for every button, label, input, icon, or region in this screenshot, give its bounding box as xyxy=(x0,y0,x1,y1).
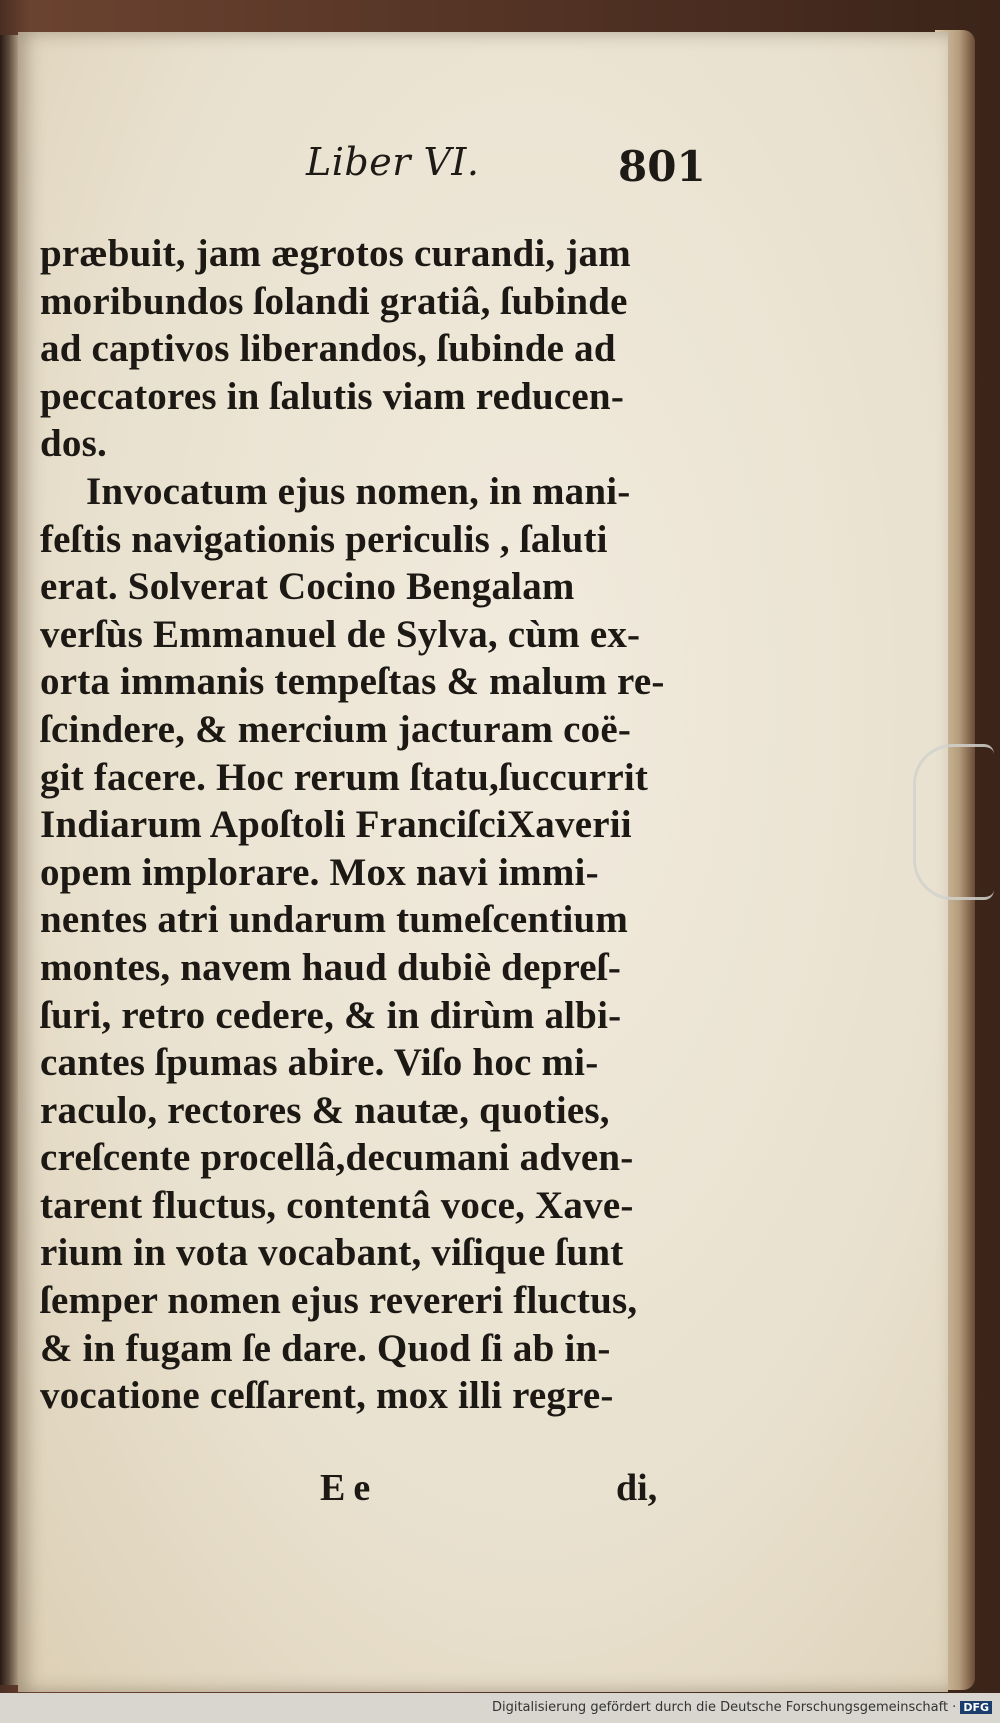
text-line: cantes ſpumas abire. Viſo hoc mi- xyxy=(40,1041,599,1085)
text-line: opem implorare. Mox navi immi- xyxy=(40,850,599,894)
text-line: & in fugam ſe dare. Quod ſi ab in- xyxy=(40,1326,611,1370)
text-line: peccatores in ſalutis viam reducen- xyxy=(40,374,625,418)
page-header xyxy=(0,140,1000,200)
text-line: montes, navem haud dubiè depreſ- xyxy=(40,945,622,989)
text-line: ſemper nomen ejus revereri fluctus, xyxy=(40,1279,638,1323)
running-head: Liber VI. xyxy=(306,140,480,184)
text-line: præbuit, jam ægrotos curandi, jam xyxy=(40,232,631,275)
text-line: feſtis navigationis periculis , ſaluti xyxy=(40,517,608,561)
text-line: vocatione ceſſarent, mox illi regre- xyxy=(40,1374,614,1418)
text-line: tarent fluctus, contentâ voce, Xave- xyxy=(40,1183,634,1227)
text-line: ſuri, retro cedere, & in dirùm albi- xyxy=(40,993,622,1037)
text-line: git facere. Hoc rerum ſtatu,ſuccurrit xyxy=(40,755,649,799)
text-line: Invocatum ejus nomen, in mani- xyxy=(86,469,631,513)
digitization-credit xyxy=(492,1700,992,1715)
text-line: raculo, rectores & nautæ, quoties, xyxy=(40,1088,610,1132)
page-clip xyxy=(913,744,994,900)
text-line: verſùs Emmanuel de Sylva, cùm ex- xyxy=(40,612,641,656)
text-line: ad captivos liberandos, ſubinde ad xyxy=(40,327,616,371)
text-line: Indiarum Apoſtoli FranciſciXaverii xyxy=(40,803,632,847)
text-line: erat. Solverat Cocino Bengalam xyxy=(40,565,575,609)
signature-mark: Ee xyxy=(320,1467,379,1509)
catchword: di, xyxy=(616,1467,658,1509)
body-text xyxy=(40,230,700,1420)
page-footer xyxy=(0,1466,1000,1526)
text-line: ſcindere, & mercium jacturam coë- xyxy=(40,707,632,751)
text-line: moribundos ſolandi gratiâ, ſubinde xyxy=(40,279,628,323)
page-number: 801 xyxy=(618,142,706,191)
dfg-logo: DFG xyxy=(960,1701,992,1714)
text-line: nentes atri undarum tumeſcentium xyxy=(40,898,629,942)
text-line: dos. xyxy=(40,422,107,466)
text-line: creſcente procellâ,decumani adven- xyxy=(40,1136,634,1180)
credit-text: Digitalisierung gefördert durch die Deutsche Forschungsgemeinschaft · xyxy=(491,1700,957,1715)
text-line: rium in vota vocabant, viſique ſunt xyxy=(40,1231,624,1275)
text-line: orta immanis tempeſtas & malum re- xyxy=(40,660,665,704)
